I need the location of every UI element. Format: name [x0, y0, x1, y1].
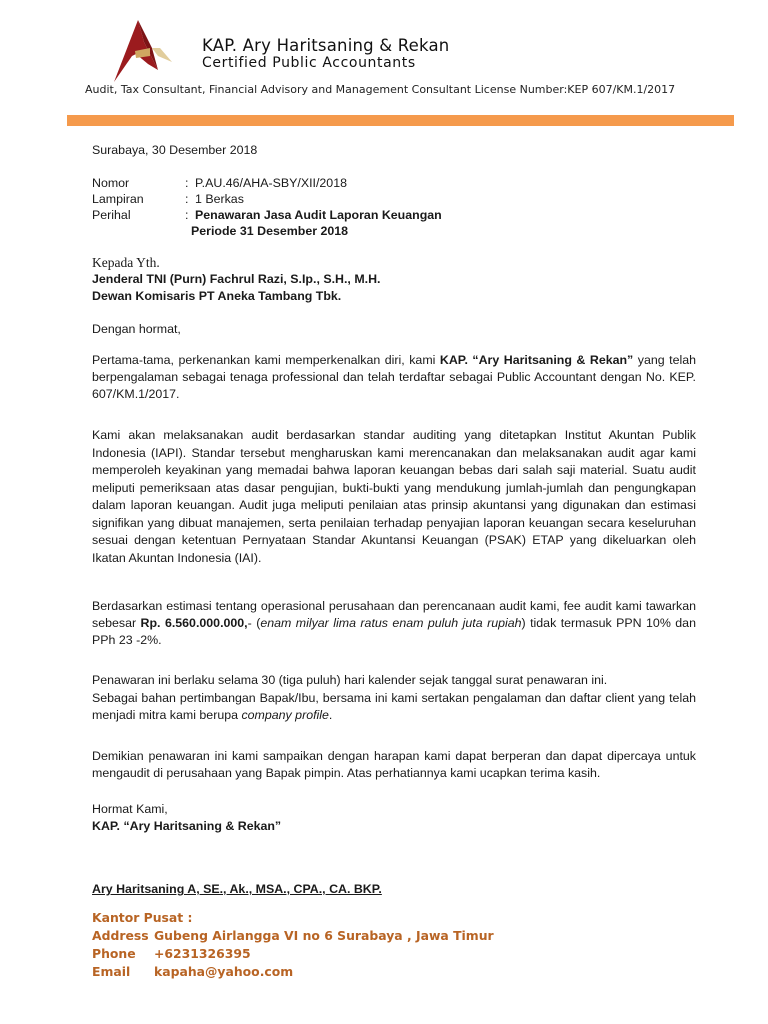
meta-value: 1 Berkas — [195, 192, 244, 206]
paragraph-company-profile — [92, 690, 696, 724]
profile-text: Sebagai bahan pertimbangan Bapak/Ibu, bersama ini kami sertakan pengalaman dan daftar client yang telah menjadi mitra kami berupa — [92, 691, 696, 723]
fee-dash: - ( — [247, 616, 261, 631]
closing-firm-name: KAP. “Ary Haritsaning & Rekan” — [92, 819, 282, 833]
triangle-a-logo-icon — [108, 18, 174, 84]
meta-row-nomor — [92, 175, 347, 192]
services-license-line: Audit, Tax Consultant, Financial Advisory and Management Consultant License Number:KEP 607/KM.1/2017 — [85, 83, 676, 96]
recipient-name: Jenderal TNI (Purn) Fachrul Razi, S.Ip., S.H., M.H. — [92, 272, 381, 286]
paragraph-validity: Penawaran ini berlaku selama 30 (tiga puluh) hari kalender sejak tanggal surat penawaran ini. — [92, 673, 608, 687]
meta-label: Lampiran — [92, 192, 144, 206]
meta-row-perihal — [92, 207, 442, 224]
footer-label: Address — [92, 928, 149, 943]
signer-name: Ary Haritsaning A, SE., Ak., MSA., CPA., CA. BKP. — [92, 882, 382, 896]
salutation: Dengan hormat, — [92, 322, 181, 336]
company-name: KAP. Ary Haritsaning & Rekan — [202, 36, 450, 55]
meta-label: Perihal — [92, 208, 131, 222]
intro-text: Pertama-tama, perkenankan kami memperkenalkan diri, kami — [92, 353, 440, 367]
recipient-greeting: Kepada Yth. — [92, 255, 160, 270]
company-profile-italic: company profile — [241, 708, 329, 723]
meta-value-perihal-line2: Periode 31 Desember 2018 — [191, 224, 349, 238]
footer-row-address — [92, 927, 494, 945]
meta-label: Nomor — [92, 176, 130, 190]
meta-value: P.AU.46/AHA-SBY/XII/2018 — [195, 176, 347, 190]
fee-text: Berdasarkan estimasi tentang operasional perusahaan dan perencanaan audit kami, fee audit kami tawarkan sebesar — [92, 599, 696, 631]
fee-amount-words: enam milyar lima ratus enam puluh juta rupiah — [260, 616, 522, 631]
firm-name-bold: KAP. “Ary Haritsaning & Rekan” — [439, 353, 634, 367]
place-date: Surabaya, 30 Desember 2018 — [92, 143, 258, 157]
paragraph-audit-standards: Kami akan melaksanakan audit berdasarkan standar auditing yang ditetapkan Institut Akuntan Publik Indonesia (IAPI). Standar tersebut mengharuskan kami merencanakan dan melaksanakan audit agar kami memperoleh keyakinan yang memadai bahwa laporan keuangan bebas dari salah saji material. Suatu audit meliputi pemeriksaan atas dasar pengujian, bukti-bukti yang mendukung jumlah-jumlah dan pengungkapan dalam laporan keuangan. Audit juga meliputi penilaian atas prinsip akuntansi yang digunakan dan estimasi signifikan yang dibuat manajemen, serta penilaian terhadap penyajian laporan keuangan secara keseluruhan sesuai dengan ketentuan Pernyataan Standar Akuntansi Keuangan (PSAK) ETAP yang dikeluarkan oleh Ikatan Akuntan Indonesia (IAI). — [92, 428, 696, 565]
recipient-position: Dewan Komisaris PT Aneka Tambang Tbk. — [92, 289, 342, 303]
closing-greeting: Hormat Kami, — [92, 802, 168, 816]
fee-text-cont: ) tidak termasuk PPN 10% dan PPh 23 -2%. — [92, 616, 696, 648]
footer-heading: Kantor Pusat : — [92, 910, 193, 925]
footer-contact — [92, 909, 494, 981]
paragraph-closing: Demikian penawaran ini kami sampaikan dengan harapan kami dapat berperan dan dapat dipercaya untuk mengaudit di perusahaan yang Bapak pimpin. Atas perhatiannya kami ucapkan terima kasih. — [92, 749, 696, 781]
paragraph-fee — [92, 598, 696, 650]
footer-email-value[interactable]: kapaha@yahoo.com — [154, 964, 294, 979]
meta-separator: : — [185, 176, 189, 190]
company-subtitle: Certified Public Accountants — [202, 55, 416, 71]
letterhead — [0, 0, 768, 135]
meta-value: Penawaran Jasa Audit Laporan Keuangan — [195, 208, 442, 222]
footer-address-value: Gubeng Airlangga VI no 6 Surabaya , Jawa Timur — [154, 928, 494, 943]
footer-row-phone — [92, 945, 494, 963]
footer-phone-value: +6231326395 — [154, 946, 251, 961]
footer-label: Phone — [92, 946, 136, 961]
profile-text-end: . — [328, 708, 333, 723]
fee-amount: Rp. 6.560.000.000, — [140, 616, 248, 631]
footer-label: Email — [92, 964, 131, 979]
header-divider-bar — [67, 115, 734, 126]
intro-text-cont: yang telah berpengalaman sebagai tenaga professional dan telah terdaftar sebagai Public Accountant dengan No. KEP. 607/KM.1/2017. — [92, 353, 696, 402]
meta-separator: : — [185, 208, 189, 222]
footer-row-email — [92, 963, 494, 981]
meta-separator: : — [185, 192, 189, 206]
paragraph-introduction — [92, 352, 696, 404]
meta-row-lampiran — [92, 191, 244, 208]
